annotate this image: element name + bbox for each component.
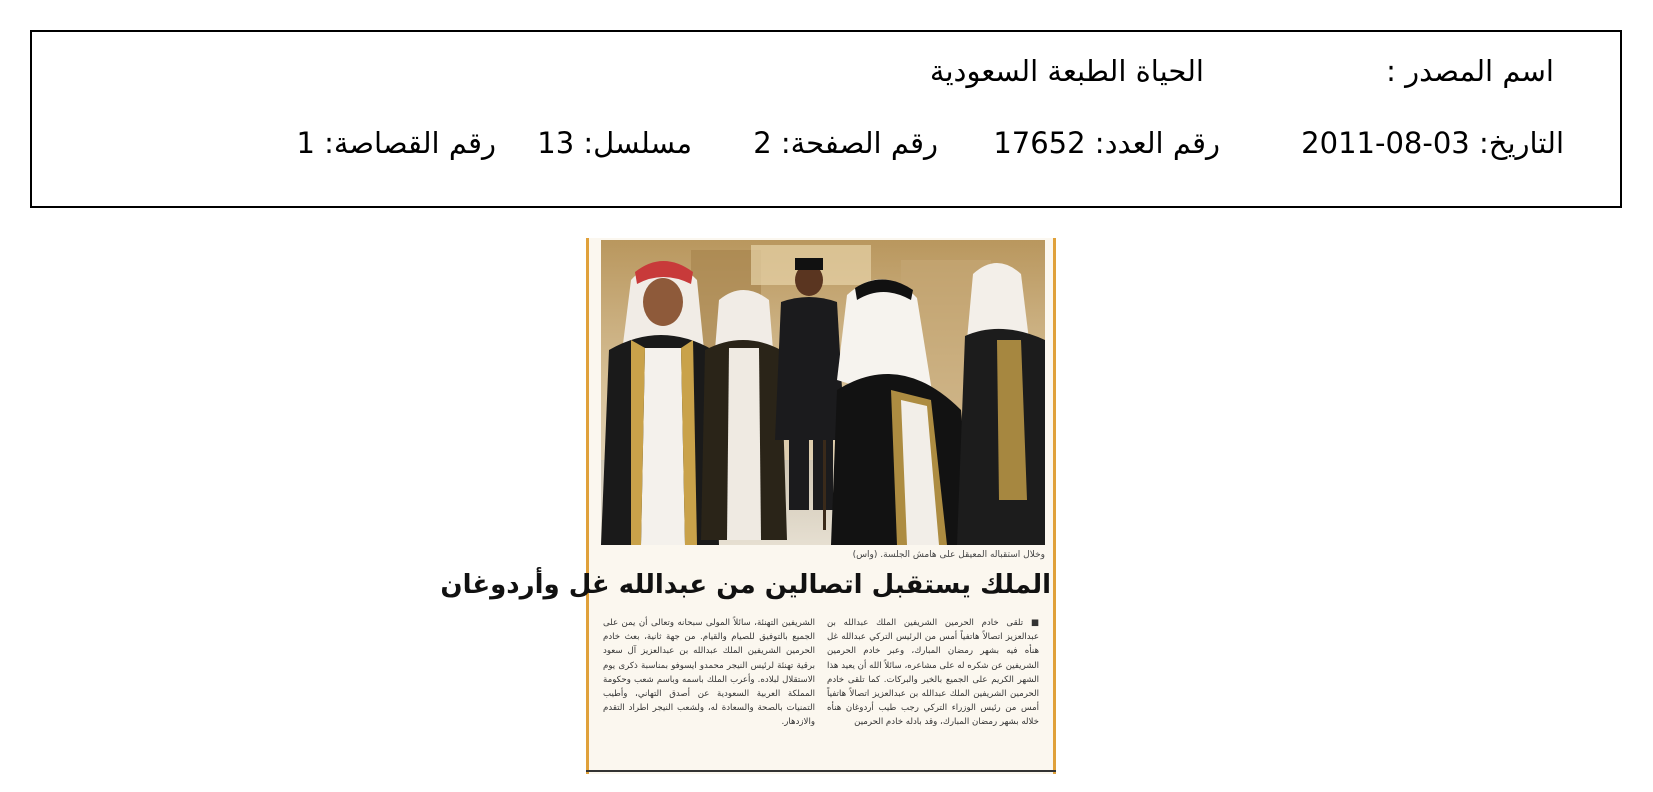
- clipping-bottom-rule: [586, 770, 1056, 772]
- serial-number: مسلسل: 13: [537, 126, 692, 160]
- article-photo: [601, 240, 1045, 545]
- photo-caption: وخلال استقباله المعيقل على هامش الجلسة. (واس): [852, 550, 1045, 560]
- source-value: الحياة الطبعة السعودية: [929, 54, 1204, 88]
- date-field: التاريخ: 03-08-2011: [1301, 126, 1564, 160]
- article-column-left: الشريفين التهنئة، سائلاً المولى سبحانه وتعالى أن يمن على الجميع بالتوفيق للصيام والقيام. من جهة ثانية، بعث خادم الحرمين الشريفين الملك عبدالله بن عبدالعزيز آل سعود برقية تهنئة لرئيس النيجر محمدو ايسوفو بمناسبة ذكرى يوم الاستقلال لبلاده. وأعرب الملك باسمه وباسم شعب وحكومة المملكة العربية السعودية عن أصدق التهاني، وأطيب التمنيات بالصحة والسعادة له، ولشعب النيجر اطراد التقدم والازدهار.: [603, 618, 815, 728]
- source-info-box: [30, 30, 1622, 208]
- source-label: اسم المصدر :: [1386, 54, 1554, 88]
- article-headline: الملك يستقبل اتصالين من عبدالله غل وأردوغان: [440, 570, 1051, 600]
- page-number: رقم الصفحة: 2: [753, 126, 938, 160]
- newspaper-clipping: [440, 238, 1056, 774]
- clip-number: رقم القصاصة: 1: [296, 126, 496, 160]
- article-column-right: ■ تلقى خادم الحرمين الشريفين الملك عبدالله بن عبدالعزيز اتصالاً هاتفياً أمس من الرئيس التركي عبدالله غل هنأه فيه بشهر رمضان المبارك، وعبر خادم الحرمين الشريفين عن شكره له على مشاعره، سائلاً الله أن يعيد هذا الشهر الكريم على الجميع بالخير والبركات. كما تلقى خادم الحرمين الشريفين الملك عبدالله بن عبدالعزيز اتصالاً هاتفياً أمس من رئيس الوزراء التركي رجب طيب أردوغان هنأه خلاله بشهر رمضان المبارك، وقد بادله خادم الحرمين: [827, 618, 1039, 728]
- issue-number: رقم العدد: 17652: [993, 126, 1220, 160]
